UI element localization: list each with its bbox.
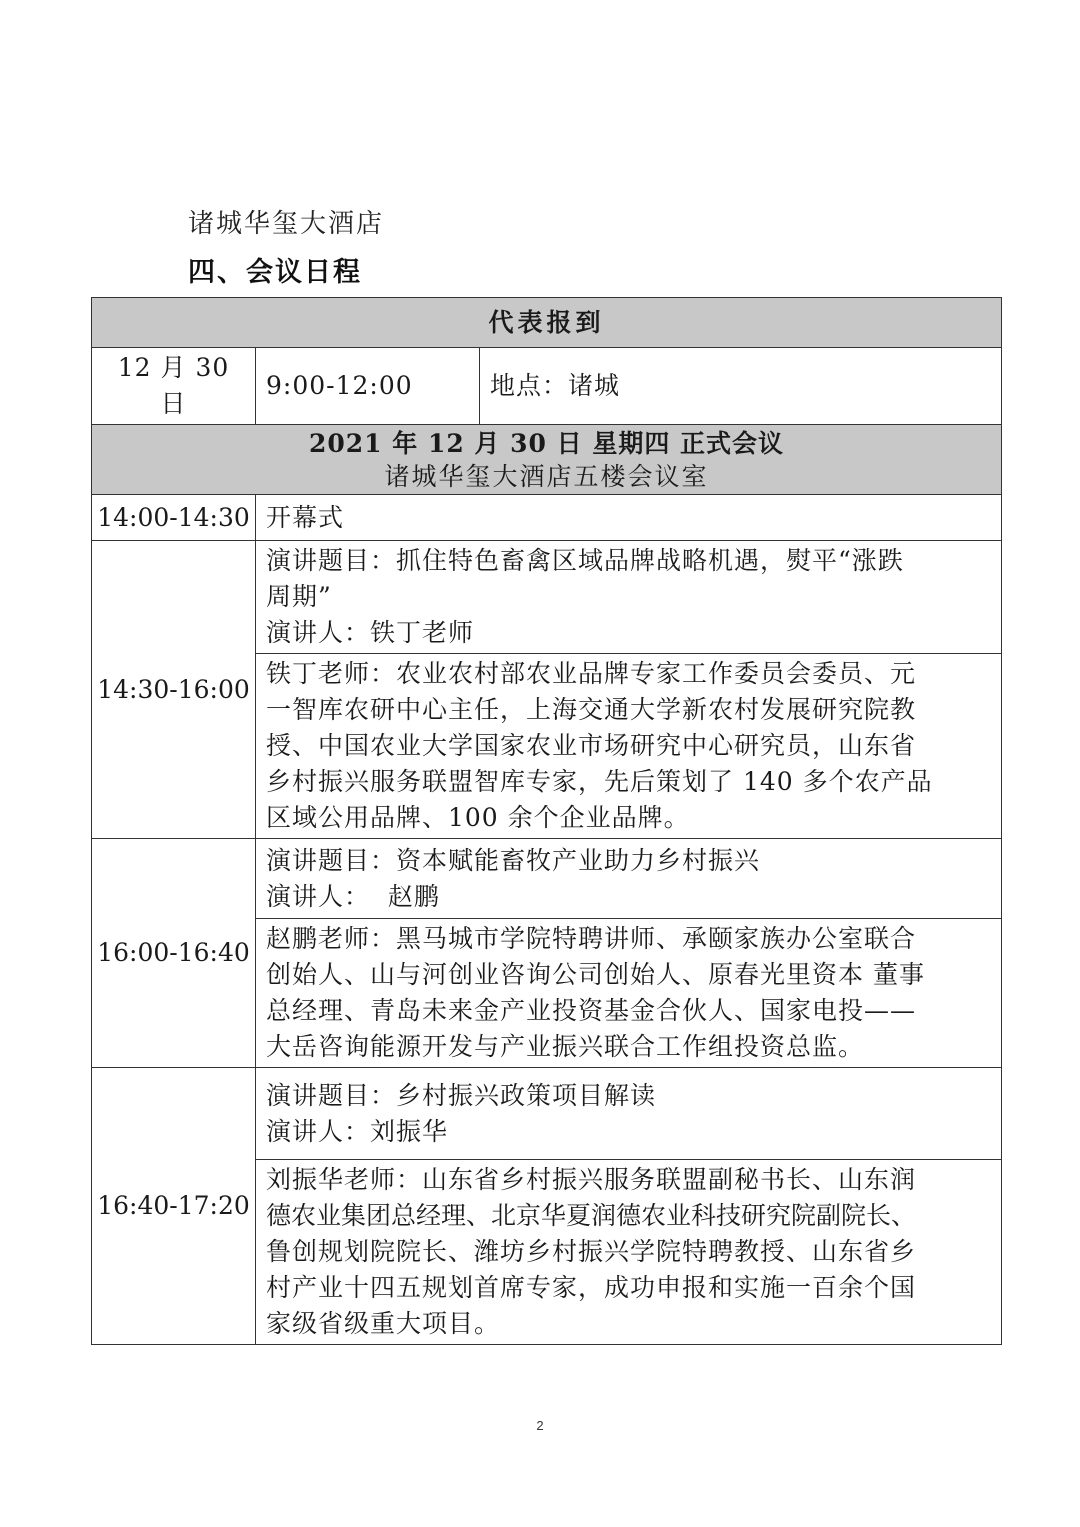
speaker-line: 演讲人：铁丁老师 — [266, 618, 475, 647]
bio-line: 区域公用品牌、100 余个企业品牌。 — [266, 803, 690, 832]
session-time: 16:40-17:20 — [92, 1068, 256, 1345]
topic-line: 周期” — [266, 582, 332, 611]
opening-time: 14:00-14:30 — [92, 495, 256, 541]
session-time: 16:00-16:40 — [92, 839, 256, 1068]
session-topic — [256, 839, 1002, 919]
meeting-header-venue: 诸城华玺大酒店五楼会议室 — [384, 461, 709, 491]
session-topic-row — [92, 1068, 1002, 1160]
session-bio — [256, 654, 1002, 839]
session-topic — [256, 541, 1002, 654]
registration-header: 代表报到 — [92, 298, 1002, 348]
opening-title: 开幕式 — [256, 495, 1002, 541]
venue-line: 诸城华玺大酒店 — [188, 209, 385, 239]
meeting-header — [92, 425, 1002, 495]
bio-line: 创始人、山与河创业咨询公司创始人、原春光里资本 董事 — [266, 960, 925, 989]
bio-line: 家级省级重大项目。 — [266, 1309, 501, 1338]
page-number: 2 — [536, 1418, 544, 1433]
registration-location: 地点：诸城 — [480, 348, 1002, 425]
bio-line: 赵鹏老师：黑马城市学院特聘讲师、承颐家族办公室联合 — [266, 924, 917, 953]
speaker-line: 演讲人：刘振华 — [266, 1116, 449, 1146]
session-bio — [256, 1160, 1002, 1345]
registration-header-row — [92, 298, 1002, 348]
registration-date: 12 月 30 日 — [92, 348, 256, 425]
bio-line: 授、中国农业大学国家农业市场研究中心研究员，山东省 — [266, 731, 917, 760]
bio-line: 德农业集团总经理、北京华夏润德农业科技研究院副院长、 — [266, 1201, 917, 1230]
session-bio — [256, 919, 1002, 1068]
registration-time: 9:00-12:00 — [256, 348, 480, 425]
topic-line: 演讲题目：乡村振兴政策项目解读 — [266, 1080, 657, 1110]
bio-line: 总经理、青岛未来金产业投资基金合伙人、国家电投—— — [266, 996, 917, 1025]
session-time: 14:30-16:00 — [92, 541, 256, 839]
bio-line: 刘振华老师：山东省乡村振兴服务联盟副秘书长、山东润 — [266, 1165, 917, 1194]
topic-line: 演讲题目：抓住特色畜禽区域品牌战略机遇，熨平“涨跌 — [266, 546, 904, 575]
opening-row — [92, 495, 1002, 541]
meeting-header-row — [92, 425, 1002, 495]
registration-row — [92, 348, 1002, 425]
speaker-line: 演讲人： 赵鹏 — [266, 881, 440, 911]
bio-line: 铁丁老师：农业农村部农业品牌专家工作委员会委员、元 — [266, 659, 917, 688]
bio-line: 村产业十四五规划首席专家，成功申报和实施一百余个国 — [266, 1273, 917, 1302]
bio-line: 乡村振兴服务联盟智库专家，先后策划了 140 多个农产品 — [266, 767, 933, 796]
section-title: 四、会议日程 — [188, 257, 362, 288]
topic-line: 演讲题目：资本赋能畜牧产业助力乡村振兴 — [266, 845, 761, 875]
bio-line: 一智库农研中心主任，上海交通大学新农村发展研究院教 — [266, 695, 917, 724]
session-topic-row — [92, 839, 1002, 919]
schedule-table — [91, 297, 1002, 1345]
bio-line: 大岳咨询能源开发与产业振兴联合工作组投资总监。 — [266, 1032, 865, 1061]
session-topic-row — [92, 541, 1002, 654]
meeting-header-date: 2021 年 12 月 30 日 星期四 正式会议 — [308, 428, 785, 458]
bio-line: 鲁创规划院院长、潍坊乡村振兴学院特聘教授、山东省乡 — [266, 1237, 917, 1266]
session-topic — [256, 1068, 1002, 1160]
